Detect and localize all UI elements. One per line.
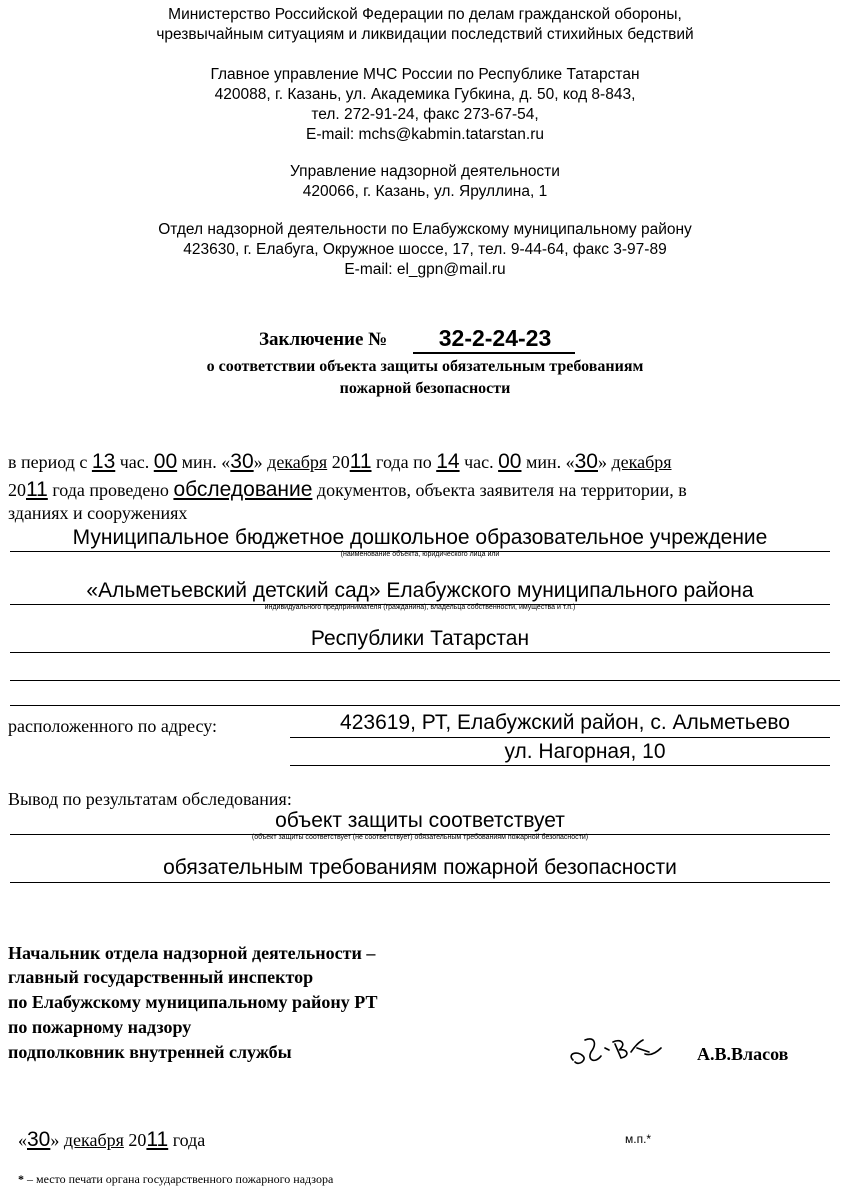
conclusion-hint: (объект защиты соответствует (не соответствует) обязательным требованиям пожарной безопасности)	[251, 834, 589, 841]
text-conducted: года проведено	[52, 480, 169, 500]
object-name-line-1: Муниципальное бюджетное дошкольное образовательное учреждение	[72, 526, 768, 549]
text-min: мин. «	[181, 452, 231, 472]
period-line-1	[8, 450, 828, 474]
footnote	[18, 1172, 333, 1187]
object-hint-1: (наименование объекта, юридического лица или	[340, 551, 500, 558]
otdel-line-1: Отдел надзорной деятельности по Елабужскому муниципальному району	[158, 221, 692, 238]
object-hint-2: индивидуального предпринимателя (гражданина), владельца собственности, имущества и т.п.)	[264, 604, 576, 611]
footnote-text: – место печати органа государственного пожарного надзора	[24, 1172, 334, 1186]
text-hour-2: час.	[464, 452, 494, 472]
object-line-5	[10, 705, 840, 706]
year-to-prefix: 20	[8, 480, 26, 500]
signatory-line-4: по пожарному надзору	[8, 1017, 192, 1037]
und-line-1: Управление надзорной деятельности	[290, 163, 560, 180]
minute-to: 00	[498, 450, 522, 473]
text-min-2: мин. «	[525, 452, 575, 472]
date-line	[18, 1128, 205, 1152]
period-line-2	[8, 478, 838, 502]
title-line-2: о соответствии объекта защиты обязательным требованиям	[206, 358, 644, 375]
object-name-line-2: «Альметьевский детский сад» Елабужского муниципального района	[86, 579, 754, 602]
object-line-3	[10, 652, 830, 653]
day-to: 30	[574, 450, 598, 473]
date-year-prefix: 20	[128, 1130, 147, 1150]
signatory-line-2: главный государственный инспектор	[8, 967, 314, 987]
otdel-email: E-mail: el_gpn@mail.ru	[344, 261, 506, 278]
hour-to: 14	[436, 450, 460, 473]
ministry-line-1: Министерство Российской Федерации по делам гражданской обороны,	[168, 6, 682, 23]
ministry-line-2: чрезвычайным ситуациям и ликвидации последствий стихийных бедствий	[156, 26, 694, 43]
year-from-suffix: 11	[349, 450, 372, 473]
address-label: расположенного по адресу:	[8, 716, 218, 736]
text-quote-close: »	[253, 452, 263, 472]
conclusion-underline-2	[10, 882, 830, 883]
otdel-line-2: 423630, г. Елабуга, Окружное шоссе, 17, тел. 9-44-64, факс 3-97-89	[183, 241, 667, 258]
text-period-from: в период с	[8, 452, 88, 472]
year-from-prefix: 20	[331, 452, 350, 472]
signatory-line-3: по Елабужскому муниципальному району РТ	[8, 992, 378, 1012]
minute-from: 00	[153, 450, 178, 473]
date-word: года	[172, 1130, 206, 1150]
date-month: декабря	[63, 1130, 124, 1150]
gu-line-3: тел. 272-91-24, факс 273-67-54,	[311, 106, 539, 123]
conclusion-label: Вывод по результатам обследования:	[8, 789, 292, 809]
object-name-line-3: Республики Татарстан	[310, 627, 530, 650]
day-from: 30	[230, 450, 254, 473]
text-quote-close-2: »	[597, 452, 607, 472]
hour-from: 13	[91, 450, 116, 473]
signatory-line-1: Начальник отдела надзорной деятельности –	[8, 943, 376, 963]
text-documents: документов, объекта заявителя на территории, в	[316, 480, 687, 500]
period-line-3: зданиях и сооружениях	[8, 503, 188, 523]
month-from: декабря	[267, 452, 328, 472]
address-line-2: ул. Нагорная, 10	[504, 740, 666, 763]
gu-line-1: Главное управление МЧС России по Республике Татарстан	[210, 66, 640, 83]
address-line-1: 423619, РТ, Елабужский район, с. Альметьево	[340, 711, 790, 734]
stamp-place: м.п.*	[625, 1132, 652, 1146]
gu-line-2: 420088, г. Казань, ул. Академика Губкина, д. 50, код 8-843,	[214, 86, 636, 103]
und-line-2: 420066, г. Казань, ул. Яруллина, 1	[302, 183, 548, 200]
title-prefix: Заключение №	[259, 329, 388, 350]
address-underline-1	[290, 737, 830, 738]
title-line-3: пожарной безопасности	[339, 380, 511, 397]
address-underline-2	[290, 765, 830, 766]
year-to-suffix: 11	[26, 478, 48, 501]
date-quote-close: »	[50, 1130, 60, 1150]
signatory-line-5: подполковник внутренней службы	[8, 1042, 292, 1062]
text-hour: час.	[119, 452, 150, 472]
signature	[565, 1030, 685, 1075]
inspection-type: обследование	[173, 478, 313, 501]
date-quote-open: «	[18, 1130, 27, 1150]
footnote-star: *	[18, 1172, 24, 1186]
gu-email: E-mail: mchs@kabmin.tatarstan.ru	[306, 126, 544, 143]
signatory-name: А.В.Власов	[697, 1044, 789, 1064]
conclusion-line-2: обязательным требованиям пожарной безопасности	[163, 856, 677, 879]
date-day: 30	[27, 1128, 51, 1151]
object-line-4	[10, 680, 840, 681]
date-year-suffix: 11	[146, 1128, 169, 1151]
conclusion-number: 32-2-24-23	[438, 325, 552, 351]
text-year-to: года по	[376, 452, 432, 472]
number-underline	[413, 352, 575, 354]
month-to: декабря	[611, 452, 672, 472]
conclusion-line-1: объект защиты соответствует	[275, 809, 565, 832]
